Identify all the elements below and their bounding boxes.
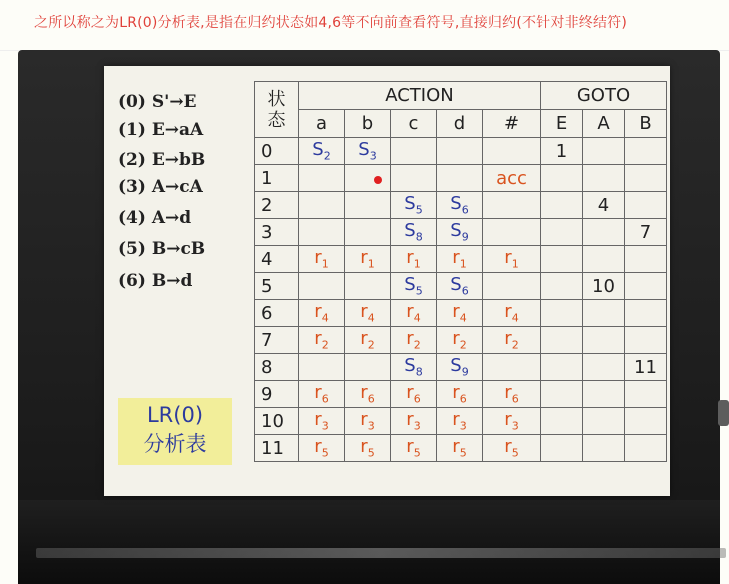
table-cell: $S_8$ (391, 219, 437, 246)
table-cell: $r_2$ (437, 327, 483, 354)
table-cell (299, 219, 345, 246)
table-row (255, 192, 667, 219)
table-cell (299, 192, 345, 219)
table-cell (299, 354, 345, 381)
table-cell: $S_5$ (391, 273, 437, 300)
state-cell: 3 (255, 219, 299, 246)
table-cell: $r_2$ (391, 327, 437, 354)
lr0-title-line2: 分析表 (143, 432, 207, 456)
device-bezel (18, 500, 720, 584)
col-header-b: b (345, 110, 391, 138)
table-cell: $r_1$ (299, 246, 345, 273)
table-row (255, 246, 667, 273)
table-cell: $S_2$ (299, 138, 345, 165)
table-cell (583, 381, 625, 408)
table-cell: $r_4$ (437, 300, 483, 327)
table-cell: $r_6$ (345, 381, 391, 408)
table-cell: $S_9$ (437, 354, 483, 381)
table-cell (299, 165, 345, 192)
table-cell: $r_5$ (391, 435, 437, 462)
col-header-E: E (541, 110, 583, 138)
production-3: (3) A→cA (118, 177, 203, 197)
table-cell: $r_2$ (483, 327, 541, 354)
table-cell (391, 138, 437, 165)
table-cell: $r_1$ (391, 246, 437, 273)
table-cell: $r_1$ (345, 246, 391, 273)
table-cell (625, 435, 667, 462)
table-cell: $S_9$ (437, 219, 483, 246)
goto-header: GOTO (541, 82, 667, 110)
table-cell (541, 219, 583, 246)
table-row (255, 138, 667, 165)
table-cell (583, 300, 625, 327)
table-cell (625, 381, 667, 408)
table-cell: $S_6$ (437, 273, 483, 300)
table-cell (625, 327, 667, 354)
table-cell: $r_1$ (437, 246, 483, 273)
table-cell: $r_3$ (483, 408, 541, 435)
table-cell: $r_3$ (299, 408, 345, 435)
table-cell (583, 327, 625, 354)
state-cell: 7 (255, 327, 299, 354)
table-cell: $r_3$ (391, 408, 437, 435)
table-cell: $r_5$ (483, 435, 541, 462)
state-header: 状 态 (255, 82, 299, 138)
table-cell (483, 354, 541, 381)
lr0-parse-table (254, 81, 667, 462)
production-4: (4) A→d (118, 208, 192, 228)
table-cell (583, 219, 625, 246)
table-cell (541, 327, 583, 354)
table-cell: $r_6$ (299, 381, 345, 408)
table-row (255, 354, 667, 381)
table-cell: $r_4$ (483, 300, 541, 327)
table-cell (583, 246, 625, 273)
state-cell: 5 (255, 273, 299, 300)
table-cell (541, 192, 583, 219)
table-cell: 11 (625, 354, 667, 381)
table-cell (345, 165, 391, 192)
col-header-B: B (625, 110, 667, 138)
state-cell: 11 (255, 435, 299, 462)
table-body (255, 138, 667, 462)
table-row (255, 300, 667, 327)
handwritten-note: 之所以称之为LR(0)分析表,是指在归约状态如4,6等不向前查看符号,直接归约(不针对非终结符) (34, 15, 628, 31)
state-cell: 2 (255, 192, 299, 219)
table-cell (391, 165, 437, 192)
table-cell: $S_6$ (437, 192, 483, 219)
table-cell (625, 138, 667, 165)
state-cell: 6 (255, 300, 299, 327)
table-cell (625, 165, 667, 192)
table-row (255, 273, 667, 300)
table-row (255, 408, 667, 435)
table-cell (541, 381, 583, 408)
action-header: ACTION (299, 82, 541, 110)
table-header-row-1 (255, 82, 667, 110)
table-row (255, 219, 667, 246)
table-cell (541, 246, 583, 273)
table-cell: $r_6$ (391, 381, 437, 408)
table-cell: $r_4$ (345, 300, 391, 327)
table-cell: $S_8$ (391, 354, 437, 381)
table-header-row-2 (255, 110, 667, 138)
production-2: (2) E→bB (118, 150, 206, 170)
table-cell (437, 138, 483, 165)
table-cell (437, 165, 483, 192)
table-cell (583, 435, 625, 462)
state-cell: 9 (255, 381, 299, 408)
table-cell (541, 300, 583, 327)
table-cell (625, 192, 667, 219)
state-cell: 8 (255, 354, 299, 381)
table-cell (625, 300, 667, 327)
table-cell (345, 273, 391, 300)
table-row (255, 435, 667, 462)
production-5: (5) B→cB (118, 239, 206, 259)
table-cell: $S_3$ (345, 138, 391, 165)
col-header-d: d (437, 110, 483, 138)
table-cell: $S_5$ (391, 192, 437, 219)
table-cell: $r_6$ (483, 381, 541, 408)
table-cell: $r_4$ (391, 300, 437, 327)
table-cell: $r_5$ (345, 435, 391, 462)
table-cell (625, 408, 667, 435)
table-cell: $r_6$ (437, 381, 483, 408)
table-cell (541, 354, 583, 381)
table-row (255, 165, 667, 192)
table-cell (583, 354, 625, 381)
table-cell: 7 (625, 219, 667, 246)
handwritten-note-area (0, 0, 729, 51)
table-cell (625, 246, 667, 273)
table-cell (299, 273, 345, 300)
state-cell: 10 (255, 408, 299, 435)
table-cell: acc (483, 165, 541, 192)
table-cell: $r_1$ (483, 246, 541, 273)
table-cell: 4 (583, 192, 625, 219)
table-cell (541, 408, 583, 435)
table-cell (483, 273, 541, 300)
device-edge (36, 548, 726, 558)
table-cell: $r_5$ (437, 435, 483, 462)
production-1: (1) E→aA (118, 120, 204, 140)
table-cell (541, 165, 583, 192)
col-header-hash: # (483, 110, 541, 138)
table-cell (625, 273, 667, 300)
table-cell (583, 408, 625, 435)
table-cell (483, 138, 541, 165)
state-cell: 0 (255, 138, 299, 165)
col-header-c: c (391, 110, 437, 138)
table-cell: $r_4$ (299, 300, 345, 327)
slide-screen (104, 66, 670, 496)
production-0: (0) S'→E (118, 92, 197, 112)
table-row (255, 327, 667, 354)
state-cell: 1 (255, 165, 299, 192)
device-side-tab (718, 400, 729, 426)
table-cell: 1 (541, 138, 583, 165)
table-cell: $r_2$ (345, 327, 391, 354)
lr0-title-line1: LR(0) (146, 403, 204, 427)
table-cell (345, 219, 391, 246)
production-6: (6) B→d (118, 271, 193, 291)
table-cell: $r_2$ (299, 327, 345, 354)
table-cell (345, 354, 391, 381)
table-cell: $r_3$ (345, 408, 391, 435)
table-cell (583, 165, 625, 192)
table-cell: $r_5$ (299, 435, 345, 462)
state-cell: 4 (255, 246, 299, 273)
table-cell: 10 (583, 273, 625, 300)
table-cell (345, 192, 391, 219)
col-header-a: a (299, 110, 345, 138)
table-cell (483, 192, 541, 219)
table-cell (583, 138, 625, 165)
table-cell (541, 273, 583, 300)
table-row (255, 381, 667, 408)
table-cell: $r_3$ (437, 408, 483, 435)
col-header-A: A (583, 110, 625, 138)
table-cell (541, 435, 583, 462)
red-pointer-dot (374, 176, 382, 184)
lr0-title-box (118, 398, 232, 465)
table-cell (483, 219, 541, 246)
